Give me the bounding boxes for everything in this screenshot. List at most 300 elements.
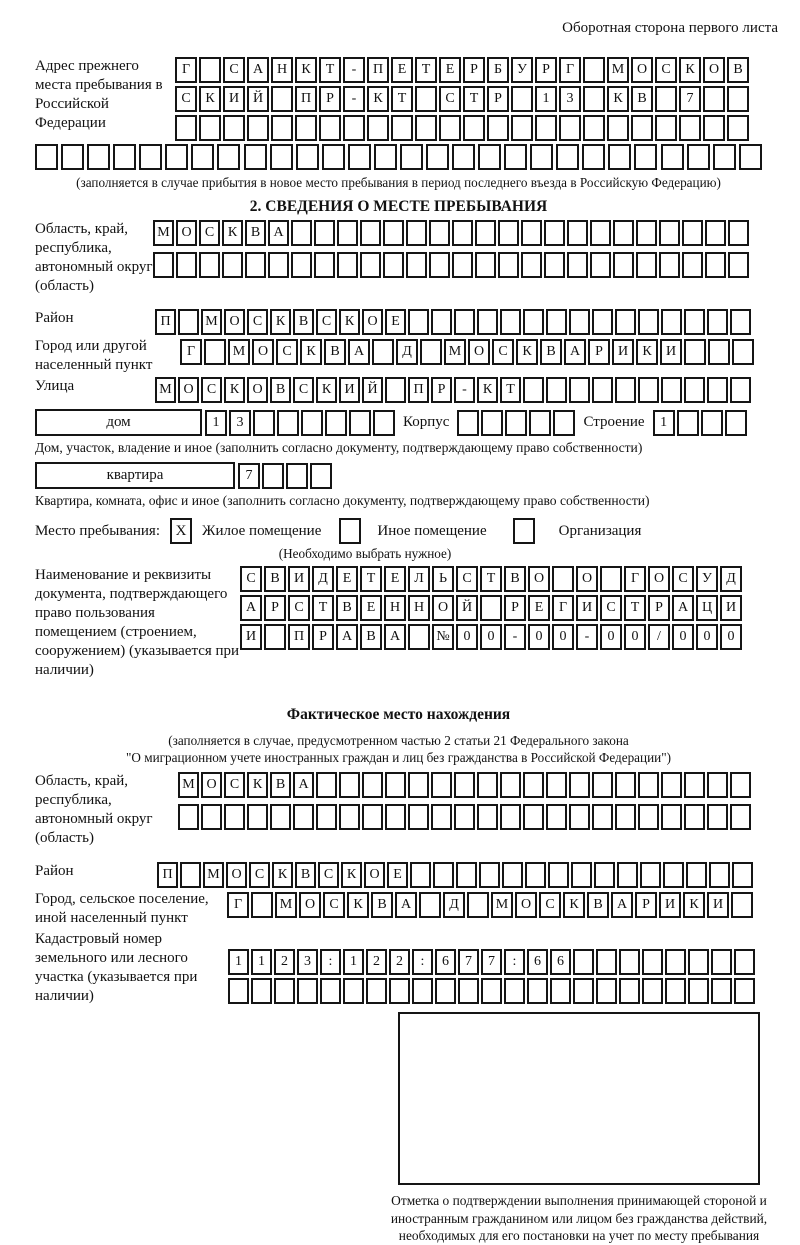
char-cell: А (247, 57, 269, 83)
char-cell (61, 144, 84, 170)
char-cell (498, 252, 519, 278)
char-cell (684, 339, 706, 365)
char-cell (730, 377, 751, 403)
char-cell: Ь (432, 566, 454, 592)
char-cell (638, 309, 659, 335)
char-cell: Б (487, 57, 509, 83)
char-cell: С (276, 339, 298, 365)
char-cell: 1 (228, 949, 249, 975)
char-cell (228, 978, 249, 1004)
char-cell (439, 115, 461, 141)
char-cell: П (157, 862, 178, 888)
char-cell (337, 220, 358, 246)
char-cell (703, 86, 725, 112)
char-cell (504, 144, 527, 170)
char-cell (684, 377, 705, 403)
char-cell (734, 949, 755, 975)
char-cell (613, 220, 634, 246)
char-cell: П (408, 377, 429, 403)
char-cell (420, 339, 442, 365)
char-cell (642, 949, 663, 975)
char-cell: А (268, 220, 289, 246)
char-cell: М (201, 309, 222, 335)
stamp-caption: Отметка о подтверждении выполнения принимающей стороной и иностранным гражданином или лицом без гражданства действий, необходимых для его постановки на учет по месту пребывания (390, 1193, 768, 1243)
char-cell: : (504, 949, 525, 975)
apartment-row (35, 462, 762, 489)
char-grid-row (240, 566, 742, 592)
char-cell: С (456, 566, 478, 592)
char-cell (175, 115, 197, 141)
char-cell (456, 862, 477, 888)
char-cell (498, 220, 519, 246)
char-cell (665, 949, 686, 975)
char-cell (454, 772, 475, 798)
char-grid-row (157, 862, 753, 888)
char-cell: Т (312, 595, 334, 621)
char-cell: 1 (653, 410, 675, 436)
region-label: Область, край, республика, автономный округ (область) (35, 221, 153, 294)
char-cell (592, 377, 613, 403)
char-cell: М (178, 772, 199, 798)
korpus-label: Корпус (403, 414, 450, 430)
char-cell: С (223, 57, 245, 83)
char-cell (199, 57, 221, 83)
char-grid-row (240, 624, 742, 650)
char-cell (481, 410, 503, 436)
char-cell (544, 220, 565, 246)
street-block (35, 377, 762, 403)
char-cell (569, 377, 590, 403)
char-cell (296, 144, 319, 170)
char-grid-row (240, 595, 742, 621)
char-cell: В (293, 309, 314, 335)
char-cell (293, 804, 314, 830)
char-cell: М (203, 862, 224, 888)
char-cell (454, 804, 475, 830)
char-cell: Т (463, 86, 485, 112)
char-cell (477, 804, 498, 830)
char-cell: Р (648, 595, 670, 621)
char-cell (636, 220, 657, 246)
char-cell (467, 892, 489, 918)
char-cell (707, 377, 728, 403)
char-grid-row (153, 220, 749, 246)
char-cell (295, 115, 317, 141)
char-cell (705, 252, 726, 278)
char-cell: В (371, 892, 393, 918)
char-cell (686, 862, 707, 888)
char-cell: К (295, 57, 317, 83)
char-cell (608, 144, 631, 170)
char-cell: И (288, 566, 310, 592)
char-cell (408, 309, 429, 335)
char-cell: А (336, 624, 358, 650)
option-other-premises-label: Иное помещение (377, 522, 487, 539)
char-cell: Г (552, 595, 574, 621)
char-cell (475, 252, 496, 278)
char-cell (521, 252, 542, 278)
char-cell: Д (396, 339, 418, 365)
char-cell (500, 309, 521, 335)
char-cell: 3 (559, 86, 581, 112)
char-cell (408, 772, 429, 798)
char-cell (374, 144, 397, 170)
char-cell (419, 892, 441, 918)
char-cell (245, 252, 266, 278)
char-cell (634, 144, 657, 170)
char-cell: : (412, 949, 433, 975)
char-cell: Й (362, 377, 383, 403)
char-cell (320, 978, 341, 1004)
char-cell (319, 115, 341, 141)
char-cell (458, 978, 479, 1004)
char-cell (707, 772, 728, 798)
char-cell: К (607, 86, 629, 112)
char-cell: С (288, 595, 310, 621)
char-cell (523, 772, 544, 798)
char-grid-row (155, 309, 751, 335)
char-cell: К (636, 339, 658, 365)
char-cell (408, 624, 430, 650)
char-cell: С (199, 220, 220, 246)
char-cell (596, 949, 617, 975)
char-cell (739, 144, 762, 170)
char-cell: П (295, 86, 317, 112)
char-cell (727, 86, 749, 112)
char-cell: 2 (389, 949, 410, 975)
char-cell: О (299, 892, 321, 918)
char-cell (546, 377, 567, 403)
char-grid-row (153, 252, 749, 278)
char-cell: М (275, 892, 297, 918)
actual-district-block (35, 862, 762, 888)
char-cell (688, 978, 709, 1004)
char-cell: П (155, 309, 176, 335)
char-cell: В (295, 862, 316, 888)
char-cell: У (696, 566, 718, 592)
actual-region-label: Область, край, республика, автономный округ (область) (35, 773, 153, 846)
char-cell (583, 57, 605, 83)
char-cell: К (272, 862, 293, 888)
district-label: Район (35, 310, 74, 326)
char-cell (582, 144, 605, 170)
char-cell (180, 862, 201, 888)
char-cell: О (226, 862, 247, 888)
char-cell: С (247, 309, 268, 335)
char-cell: О (176, 220, 197, 246)
char-cell: Р (635, 892, 657, 918)
char-cell: О (201, 772, 222, 798)
char-cell (730, 804, 751, 830)
char-cell: 3 (297, 949, 318, 975)
char-grid-row (175, 115, 749, 141)
char-cell (389, 978, 410, 1004)
char-cell: С (224, 772, 245, 798)
char-cell (546, 309, 567, 335)
char-cell (244, 144, 267, 170)
char-cell (360, 252, 381, 278)
char-cell (251, 978, 272, 1004)
char-cell: Р (463, 57, 485, 83)
char-cell (613, 252, 634, 278)
char-cell (400, 144, 423, 170)
char-cell (631, 115, 653, 141)
char-cell (725, 410, 747, 436)
char-cell: Г (180, 339, 202, 365)
char-cell (527, 978, 548, 1004)
char-cell (222, 252, 243, 278)
char-cell: Т (624, 595, 646, 621)
char-cell (337, 252, 358, 278)
char-cell: - (454, 377, 475, 403)
char-cell: Е (391, 57, 413, 83)
char-cell: И (660, 339, 682, 365)
char-cell (452, 252, 473, 278)
char-cell (477, 309, 498, 335)
char-cell (316, 772, 337, 798)
char-cell (523, 309, 544, 335)
char-cell: К (316, 377, 337, 403)
char-cell (529, 410, 551, 436)
char-cell (322, 144, 345, 170)
char-cell (567, 252, 588, 278)
char-cell: 7 (238, 463, 260, 489)
char-grid-row (175, 57, 749, 83)
char-cell: Е (360, 595, 382, 621)
char-cell (730, 309, 751, 335)
char-cell (592, 772, 613, 798)
char-cell: 1 (343, 949, 364, 975)
char-cell: 1 (251, 949, 272, 975)
char-cell: А (564, 339, 586, 365)
char-cell: Р (431, 377, 452, 403)
char-cell (262, 463, 284, 489)
char-cell: Ц (696, 595, 718, 621)
actual-location-caption-1: (заполняется в случае, предусмотренном частью 2 статьи 21 Федерального закона (168, 733, 629, 748)
char-cell (661, 804, 682, 830)
city-block (35, 337, 762, 375)
char-cell (732, 339, 754, 365)
char-cell (478, 144, 501, 170)
char-cell: Т (415, 57, 437, 83)
char-cell (475, 220, 496, 246)
char-cell: 7 (481, 949, 502, 975)
char-cell: / (648, 624, 670, 650)
char-cell: Н (408, 595, 430, 621)
char-cell (600, 566, 622, 592)
apartment-box-label: квартира (35, 462, 235, 489)
char-cell: М (153, 220, 174, 246)
region-block (35, 220, 762, 296)
char-cell: С (249, 862, 270, 888)
char-cell (301, 410, 323, 436)
char-cell: Н (271, 57, 293, 83)
char-cell (583, 86, 605, 112)
char-grid-row (228, 978, 755, 1004)
char-cell (339, 772, 360, 798)
char-cell (638, 377, 659, 403)
char-cell (349, 410, 371, 436)
char-cell: В (587, 892, 609, 918)
char-cell: Г (175, 57, 197, 83)
char-cell (569, 309, 590, 335)
char-cell: И (339, 377, 360, 403)
char-cell (113, 144, 136, 170)
char-cell (546, 804, 567, 830)
apartment-caption: Квартира, комната, офис и иное (заполнить согласно документу, подтверждающему право собственности) (35, 493, 650, 508)
char-cell: К (679, 57, 701, 83)
char-cell: К (300, 339, 322, 365)
char-cell (406, 252, 427, 278)
char-grid-row (457, 410, 575, 436)
char-cell (385, 377, 406, 403)
char-cell (277, 410, 299, 436)
char-cell (372, 339, 394, 365)
char-cell: А (672, 595, 694, 621)
char-cell: К (367, 86, 389, 112)
char-cell: Д (443, 892, 465, 918)
char-cell: 6 (550, 949, 571, 975)
char-cell (556, 144, 579, 170)
char-cell: Н (384, 595, 406, 621)
char-cell: : (320, 949, 341, 975)
char-cell (677, 410, 699, 436)
char-cell (661, 377, 682, 403)
char-cell (703, 115, 725, 141)
char-cell: О (631, 57, 653, 83)
char-cell (707, 309, 728, 335)
actual-city-block (35, 890, 762, 928)
char-cell: Г (559, 57, 581, 83)
char-grid-row (178, 772, 751, 798)
char-cell (732, 862, 753, 888)
char-cell (274, 978, 295, 1004)
char-cell (310, 463, 332, 489)
char-cell (590, 220, 611, 246)
char-cell: С (439, 86, 461, 112)
char-cell: 6 (435, 949, 456, 975)
char-cell (426, 144, 449, 170)
char-cell: - (343, 86, 365, 112)
char-cell: О (468, 339, 490, 365)
char-cell (500, 804, 521, 830)
char-cell (454, 309, 475, 335)
char-cell (452, 144, 475, 170)
char-cell: К (224, 377, 245, 403)
char-cell (573, 949, 594, 975)
char-cell (530, 144, 553, 170)
actual-region-block (35, 772, 762, 848)
char-cell: С (492, 339, 514, 365)
char-cell: О (576, 566, 598, 592)
char-cell: С (655, 57, 677, 83)
char-grid-row (238, 463, 332, 489)
char-cell: П (288, 624, 310, 650)
char-cell: 7 (679, 86, 701, 112)
char-cell (412, 978, 433, 1004)
char-cell: О (178, 377, 199, 403)
char-cell (711, 978, 732, 1004)
char-cell: Т (480, 566, 502, 592)
char-cell (525, 862, 546, 888)
char-cell (592, 804, 613, 830)
char-cell (224, 804, 245, 830)
char-cell: В (727, 57, 749, 83)
char-cell: О (432, 595, 454, 621)
char-cell: В (245, 220, 266, 246)
char-cell: А (240, 595, 262, 621)
char-cell: А (348, 339, 370, 365)
char-cell: Е (439, 57, 461, 83)
char-cell (638, 804, 659, 830)
char-cell (251, 892, 273, 918)
char-cell: И (223, 86, 245, 112)
char-cell (687, 144, 710, 170)
char-cell: Т (391, 86, 413, 112)
char-cell (325, 410, 347, 436)
char-cell (463, 115, 485, 141)
char-cell (688, 949, 709, 975)
char-cell (615, 804, 636, 830)
char-cell (139, 144, 162, 170)
char-cell: Р (319, 86, 341, 112)
char-cell (728, 220, 749, 246)
char-cell: Т (360, 566, 382, 592)
stay-type-row (35, 518, 762, 544)
char-cell (247, 804, 268, 830)
char-cell (223, 115, 245, 141)
char-cell (730, 772, 751, 798)
char-cell: К (247, 772, 268, 798)
char-cell: Р (312, 624, 334, 650)
char-cell: Т (319, 57, 341, 83)
char-cell (713, 144, 736, 170)
checkbox-dwelling: X (170, 518, 192, 544)
char-cell: О (252, 339, 274, 365)
char-cell (684, 309, 705, 335)
char-cell: С (316, 309, 337, 335)
char-cell (684, 804, 705, 830)
char-cell (191, 144, 214, 170)
char-cell (343, 115, 365, 141)
char-cell (731, 892, 753, 918)
char-cell (435, 978, 456, 1004)
char-cell (286, 463, 308, 489)
char-cell: Е (387, 862, 408, 888)
char-cell (217, 144, 240, 170)
char-cell: С (318, 862, 339, 888)
previous-address-label: Адрес прежнего места пребывания в Российской Федерации (35, 58, 163, 131)
char-cell: Й (247, 86, 269, 112)
char-cell (548, 862, 569, 888)
char-cell: - (343, 57, 365, 83)
char-cell: В (324, 339, 346, 365)
char-cell (35, 144, 58, 170)
char-cell (415, 115, 437, 141)
char-cell (682, 220, 703, 246)
char-cell (408, 804, 429, 830)
char-cell (569, 804, 590, 830)
char-cell (291, 220, 312, 246)
char-cell (297, 978, 318, 1004)
registration-stamp-box (398, 1012, 760, 1185)
char-cell (348, 144, 371, 170)
char-cell (291, 252, 312, 278)
char-cell: А (384, 624, 406, 650)
char-cell: - (576, 624, 598, 650)
char-cell (481, 978, 502, 1004)
district-block (35, 309, 762, 335)
